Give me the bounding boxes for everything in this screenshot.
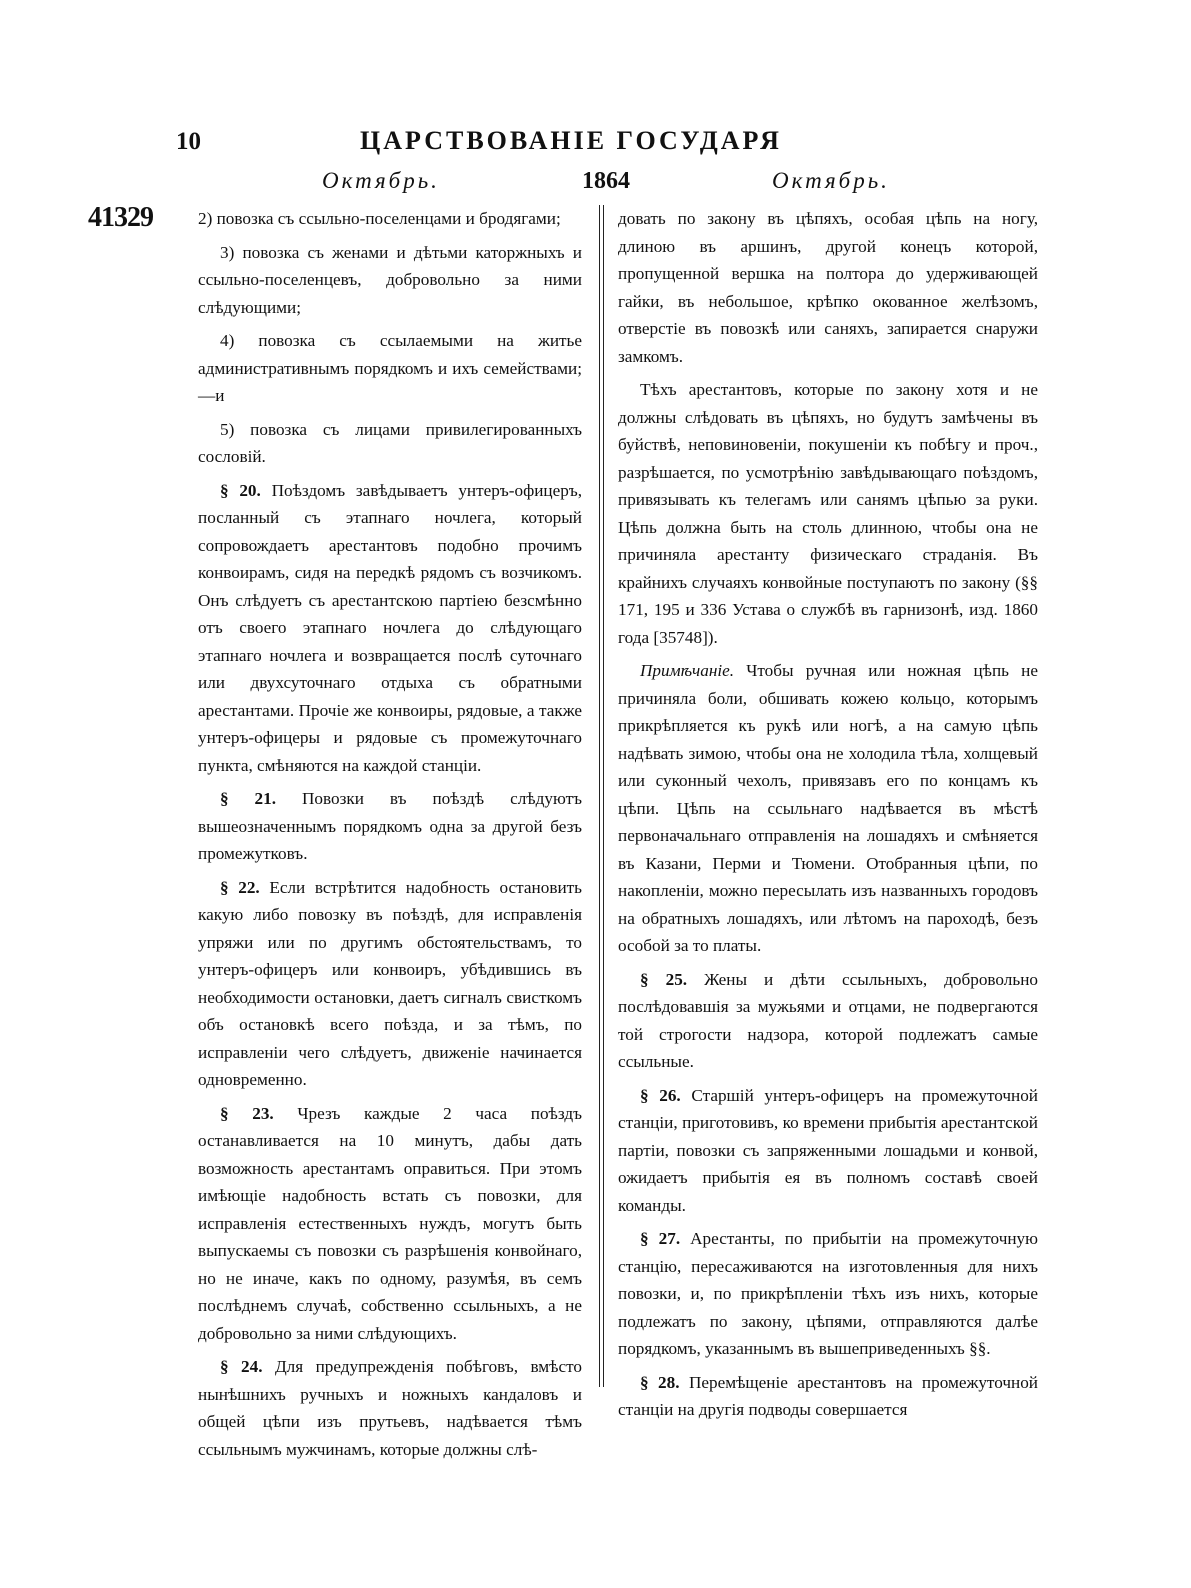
paragraph-s25 — [618, 966, 1038, 1076]
paragraph-text: Повозки въ поѣздѣ слѣдуютъ вышеозначеннымъ порядкомъ одна за другой безъ промежутковъ. — [198, 789, 582, 863]
date-month-left: Октябрь. — [322, 168, 440, 193]
paragraph-text: Перемѣщеніе арестантовъ на промежуточной станціи на другія подводы совершается — [618, 1372, 1038, 1419]
section-number: § 22. — [220, 877, 260, 897]
paragraph-s23 — [198, 1100, 582, 1348]
date-month-right: Октябрь. — [772, 168, 890, 193]
paragraph-s20 — [198, 477, 582, 780]
note-label: Примѣчаніе. — [640, 661, 735, 680]
paragraph-s21 — [198, 785, 582, 868]
paragraph-text: Старшій унтеръ-офицеръ на промежуточной станціи, приготовивъ, ко времени прибытія арестантской партіи, повозки съ запряженными лошадьми и конвой, ожидаетъ прибытія ея въ полномъ составѣ своей команды. — [618, 1085, 1039, 1215]
paragraph-text: довать по закону въ цѣпяхъ, особая цѣпь на ногу, длиною въ аршинъ, другой конецъ которой, пропущенной вершка на полтора до удерживающей гайки, въ небольшое, крѣпко окованное желѣзомъ, отверстіе въ повозкѣ или саняхъ, запирается снаружи замкомъ. — [618, 209, 1038, 366]
paragraph-item4 — [198, 327, 582, 410]
section-number: § 24. — [220, 1357, 263, 1376]
paragraph-note — [618, 657, 1038, 960]
paragraph-text: Чрезъ каждые 2 часа поѣздъ останавливается на 10 минутъ, дабы дать возможность арестантамъ оправиться. При этомъ имѣющіе надобность встать съ повозки, для исправленія естественныхъ нуждъ, могутъ быть выпускаемы съ повозки съ разрѣшенія конвойнаго, но не иначе, какъ по одному, разумѣя, въ семъ послѣднемъ случаѣ, собственно ссыльныхъ, а не добровольно за ними слѣдующихъ. — [198, 1103, 582, 1343]
paragraph-item5 — [198, 416, 582, 471]
section-number: § 27. — [640, 1229, 681, 1248]
paragraph-s26 — [618, 1082, 1038, 1220]
paragraph-text: Арестанты, по прибытіи на промежуточную станцію, пересаживаются на изготовленныя для нихъ повозки, и, по прикрѣпленіи тѣхъ изъ нихъ, которые подлежатъ по закону, цѣпями, отправляются далѣе порядкомъ, указаннымъ въ вышеприведенныхъ §§. — [618, 1229, 1038, 1358]
paragraph-tekh — [618, 376, 1038, 651]
section-number: § 26. — [640, 1085, 681, 1105]
running-title: ЦАРСТВОВАНІЕ ГОСУДАРЯ — [360, 126, 782, 155]
paragraph-text: Тѣхъ арестантовъ, которые по закону хотя и не должны слѣдовать въ цѣпяхъ, но будутъ замѣчены въ буйствѣ, неповиновеніи, покушеніи къ побѣгу и проч., разрѣшается, по усмотрѣнію завѣдывающаго поѣздомъ, привязывать къ телегамъ или санямъ цѣпью за руки. Цѣпь должна быть на столь длинною, чтобы она не причиняла арестанту физическаго страданія. Въ крайнихъ случаяхъ конвойные поступаютъ по закону (§§ 171, 195 и 336 Устава о службѣ въ гарнизонѣ, изд. 1860 года [35748]). — [618, 380, 1038, 647]
paragraph-s22 — [198, 874, 582, 1094]
paragraph-text: 4) повозка съ ссылаемыми на житье административнымъ порядкомъ и ихъ семействами;—и — [198, 331, 582, 405]
paragraph-text: Жены и дѣти ссыльныхъ, добровольно послѣдовавшія за мужьями и отцами, не подвергаются той строгости надзора, которой подлежатъ самые ссыльные. — [618, 969, 1038, 1071]
column-divider — [599, 205, 604, 1387]
left-column — [198, 205, 582, 1469]
paragraph-text: Для предупрежденія побѣговъ, вмѣсто нынѣшнихъ ручныхъ и ножныхъ кандаловъ и общей цѣпи изъ прутьевъ, надѣвается тѣмъ ссыльнымъ мужчинамъ, которые должны слѣ- — [198, 1357, 583, 1459]
paragraph-text: Чтобы ручная или ножная цѣпь не причиняла боли, обшивать кожею кольцо, которымъ прикрѣпляется къ рукѣ или ногѣ, а на самую цѣпь надѣвать зимою, чтобы она не холодила тѣла, холщевый или суконный чехолъ, привязавъ его по концамъ къ цѣпи. Цѣпь на ссыльнаго надѣвается въ мѣстѣ первоначальнаго отправленія на лошадяхъ и смѣняется въ Казани, Перми и Тюмени. Отобранныя цѣпи, по накопленіи, можно пересылать изъ названныхъ городовъ на обратныхъ лошадяхъ, или лѣтомъ на пароходѣ, безъ особой за то платы. — [618, 661, 1038, 955]
paragraph-text: 2) повозка съ ссыльно-поселенцами и бродягами; — [198, 209, 561, 228]
paragraph-item2 — [198, 205, 582, 233]
section-number: § 23. — [220, 1103, 274, 1123]
right-column — [618, 205, 1038, 1430]
section-number: § 25. — [640, 969, 688, 989]
paragraph-item3 — [198, 239, 582, 322]
paragraph-text: Если встрѣтится надобность остановить какую либо повозку въ поѣздѣ, для исправленія упряжи или по другимъ обстоятельствамъ, то унтеръ-офицеръ или конвоиръ, убѣдившись въ необходимости остановки, даетъ сигналъ свисткомъ объ остановкѣ всего поѣзда, и за тѣмъ, по исправленіи чего слѣдуетъ, движеніе начинается одновременно. — [198, 877, 582, 1089]
page-number: 10 — [176, 128, 201, 155]
section-number: § 28. — [640, 1372, 680, 1392]
paragraph-text: 5) повозка съ лицами привилегированныхъ сословій. — [198, 419, 582, 466]
date-year: 1864 — [582, 168, 630, 194]
paragraph-text: Поѣздомъ завѣдываетъ унтеръ-офицеръ, посланный съ этапнаго ночлега, который сопровождаетъ арестантовъ подобно прочимъ конвоирамъ, сидя на передкѣ рядомъ съ возчикомъ. Онъ слѣдуетъ съ арестантскою партіею безсмѣнно отъ своего этапнаго ночлега до слѣдующаго этапнаго ночлега и возвращается послѣ суточнаго или двухсуточнаго отдыха съ обратными арестантами. Прочіе же конвоиры, рядовые, а также унтеръ-офицеры и рядовые съ промежуточнаго пункта, смѣняются на каждой станціи. — [198, 480, 583, 775]
paragraph-s24 — [198, 1353, 582, 1463]
section-number: § 21. — [220, 789, 277, 808]
paragraph-s28 — [618, 1369, 1038, 1424]
paragraph-cont24 — [618, 205, 1038, 370]
law-number: 41329 — [88, 202, 153, 233]
paragraph-text: 3) повозка съ женами и дѣтьми каторжныхъ и ссыльно-поселенцевъ, добровольно за ними слѣдующими; — [198, 242, 582, 317]
paragraph-s27 — [618, 1225, 1038, 1363]
section-number: § 20. — [220, 480, 261, 500]
